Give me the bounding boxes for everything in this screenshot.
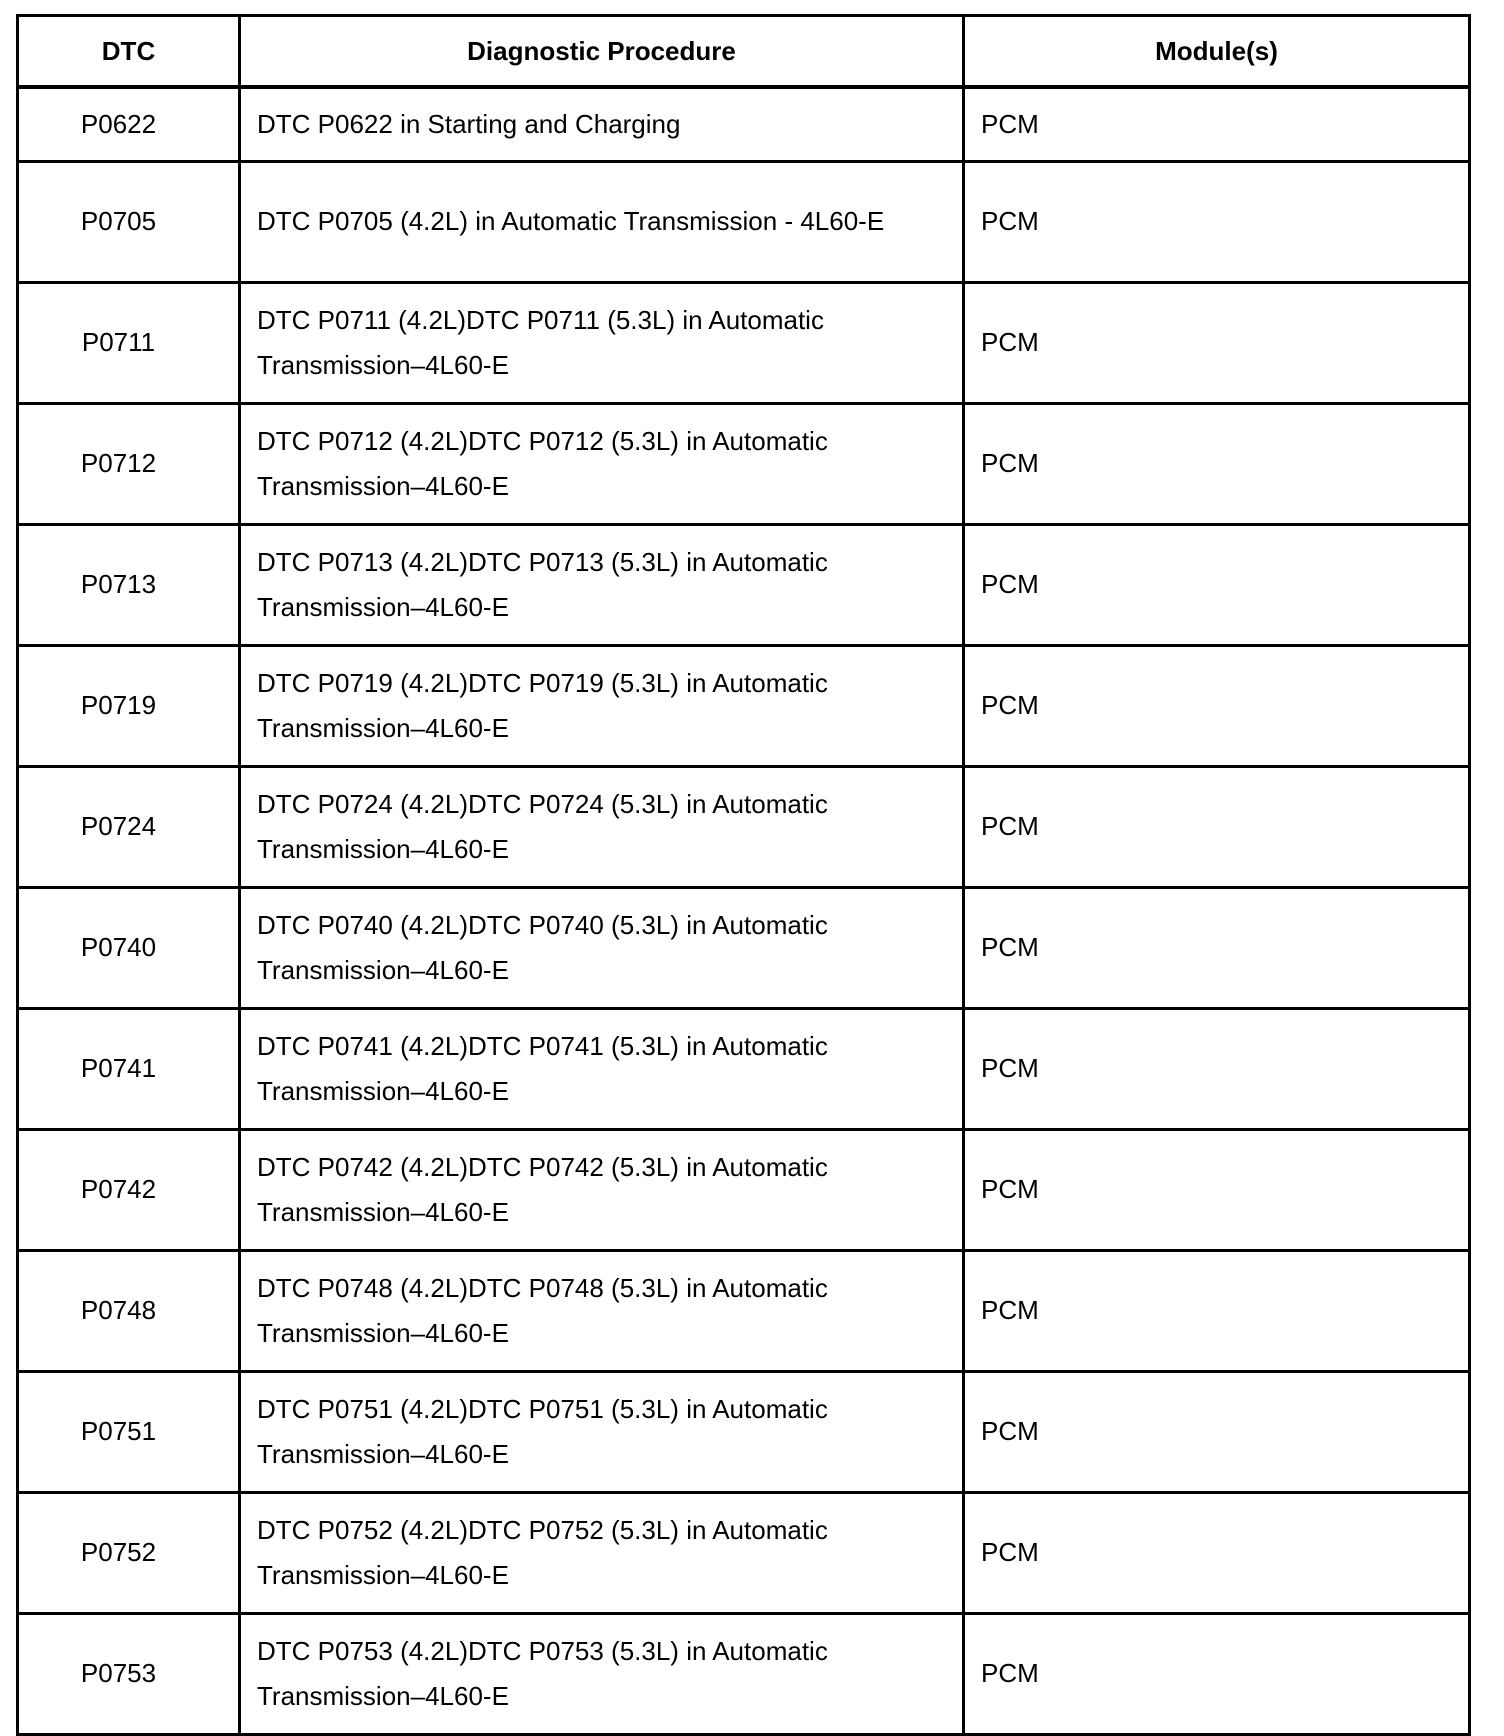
diagnostic-procedure-cell: DTC P0741 (4.2L)DTC P0741 (5.3L) in Automatic Transmission–4L60-E (240, 1008, 964, 1129)
modules-cell: PCM (964, 1492, 1470, 1613)
table-row (18, 282, 1470, 403)
dtc-code-cell: P0751 (18, 1371, 240, 1492)
dtc-code-cell: P0712 (18, 403, 240, 524)
header-row (18, 16, 1470, 88)
modules-cell: PCM (964, 161, 1470, 282)
header-dtc: DTC (18, 16, 240, 88)
modules-cell: PCM (964, 887, 1470, 1008)
header-diagnostic-procedure: Diagnostic Procedure (240, 16, 964, 88)
diagnostic-procedure-cell: DTC P0713 (4.2L)DTC P0713 (5.3L) in Automatic Transmission–4L60-E (240, 524, 964, 645)
modules-cell: PCM (964, 1371, 1470, 1492)
dtc-code-cell: P0622 (18, 87, 240, 161)
table-row (18, 766, 1470, 887)
table-row (18, 403, 1470, 524)
modules-cell: PCM (964, 87, 1470, 161)
dtc-code-cell: P0742 (18, 1129, 240, 1250)
table-header (18, 16, 1470, 88)
modules-cell: PCM (964, 1613, 1470, 1734)
diagnostic-procedure-cell: DTC P0622 in Starting and Charging (240, 87, 964, 161)
dtc-code-cell: P0711 (18, 282, 240, 403)
table-row (18, 87, 1470, 161)
table-row (18, 1371, 1470, 1492)
table-row (18, 1008, 1470, 1129)
modules-cell: PCM (964, 403, 1470, 524)
diagnostic-procedure-cell: DTC P0740 (4.2L)DTC P0740 (5.3L) in Automatic Transmission–4L60-E (240, 887, 964, 1008)
dtc-table (16, 14, 1471, 1736)
table-row (18, 1250, 1470, 1371)
diagnostic-procedure-cell: DTC P0724 (4.2L)DTC P0724 (5.3L) in Automatic Transmission–4L60-E (240, 766, 964, 887)
dtc-code-cell: P0713 (18, 524, 240, 645)
diagnostic-procedure-cell: DTC P0748 (4.2L)DTC P0748 (5.3L) in Automatic Transmission–4L60-E (240, 1250, 964, 1371)
table-row (18, 1492, 1470, 1613)
diagnostic-procedure-cell: DTC P0752 (4.2L)DTC P0752 (5.3L) in Automatic Transmission–4L60-E (240, 1492, 964, 1613)
modules-cell: PCM (964, 1250, 1470, 1371)
modules-cell: PCM (964, 282, 1470, 403)
table-row (18, 645, 1470, 766)
header-modules: Module(s) (964, 16, 1470, 88)
dtc-code-cell: P0724 (18, 766, 240, 887)
diagnostic-procedure-cell: DTC P0705 (4.2L) in Automatic Transmission - 4L60-E (240, 161, 964, 282)
dtc-code-cell: P0705 (18, 161, 240, 282)
table-body (18, 87, 1470, 1734)
dtc-code-cell: P0752 (18, 1492, 240, 1613)
dtc-code-cell: P0753 (18, 1613, 240, 1734)
diagnostic-procedure-cell: DTC P0751 (4.2L)DTC P0751 (5.3L) in Automatic Transmission–4L60-E (240, 1371, 964, 1492)
dtc-code-cell: P0740 (18, 887, 240, 1008)
dtc-code-cell: P0748 (18, 1250, 240, 1371)
dtc-code-cell: P0741 (18, 1008, 240, 1129)
diagnostic-procedure-cell: DTC P0711 (4.2L)DTC P0711 (5.3L) in Automatic Transmission–4L60-E (240, 282, 964, 403)
table-row (18, 1613, 1470, 1734)
diagnostic-procedure-cell: DTC P0753 (4.2L)DTC P0753 (5.3L) in Automatic Transmission–4L60-E (240, 1613, 964, 1734)
modules-cell: PCM (964, 524, 1470, 645)
diagnostic-procedure-cell: DTC P0719 (4.2L)DTC P0719 (5.3L) in Automatic Transmission–4L60-E (240, 645, 964, 766)
diagnostic-procedure-cell: DTC P0712 (4.2L)DTC P0712 (5.3L) in Automatic Transmission–4L60-E (240, 403, 964, 524)
modules-cell: PCM (964, 1008, 1470, 1129)
diagnostic-procedure-cell: DTC P0742 (4.2L)DTC P0742 (5.3L) in Automatic Transmission–4L60-E (240, 1129, 964, 1250)
modules-cell: PCM (964, 1129, 1470, 1250)
modules-cell: PCM (964, 645, 1470, 766)
table-row (18, 1129, 1470, 1250)
table-row (18, 887, 1470, 1008)
modules-cell: PCM (964, 766, 1470, 887)
dtc-code-cell: P0719 (18, 645, 240, 766)
table-row (18, 161, 1470, 282)
table-row (18, 524, 1470, 645)
